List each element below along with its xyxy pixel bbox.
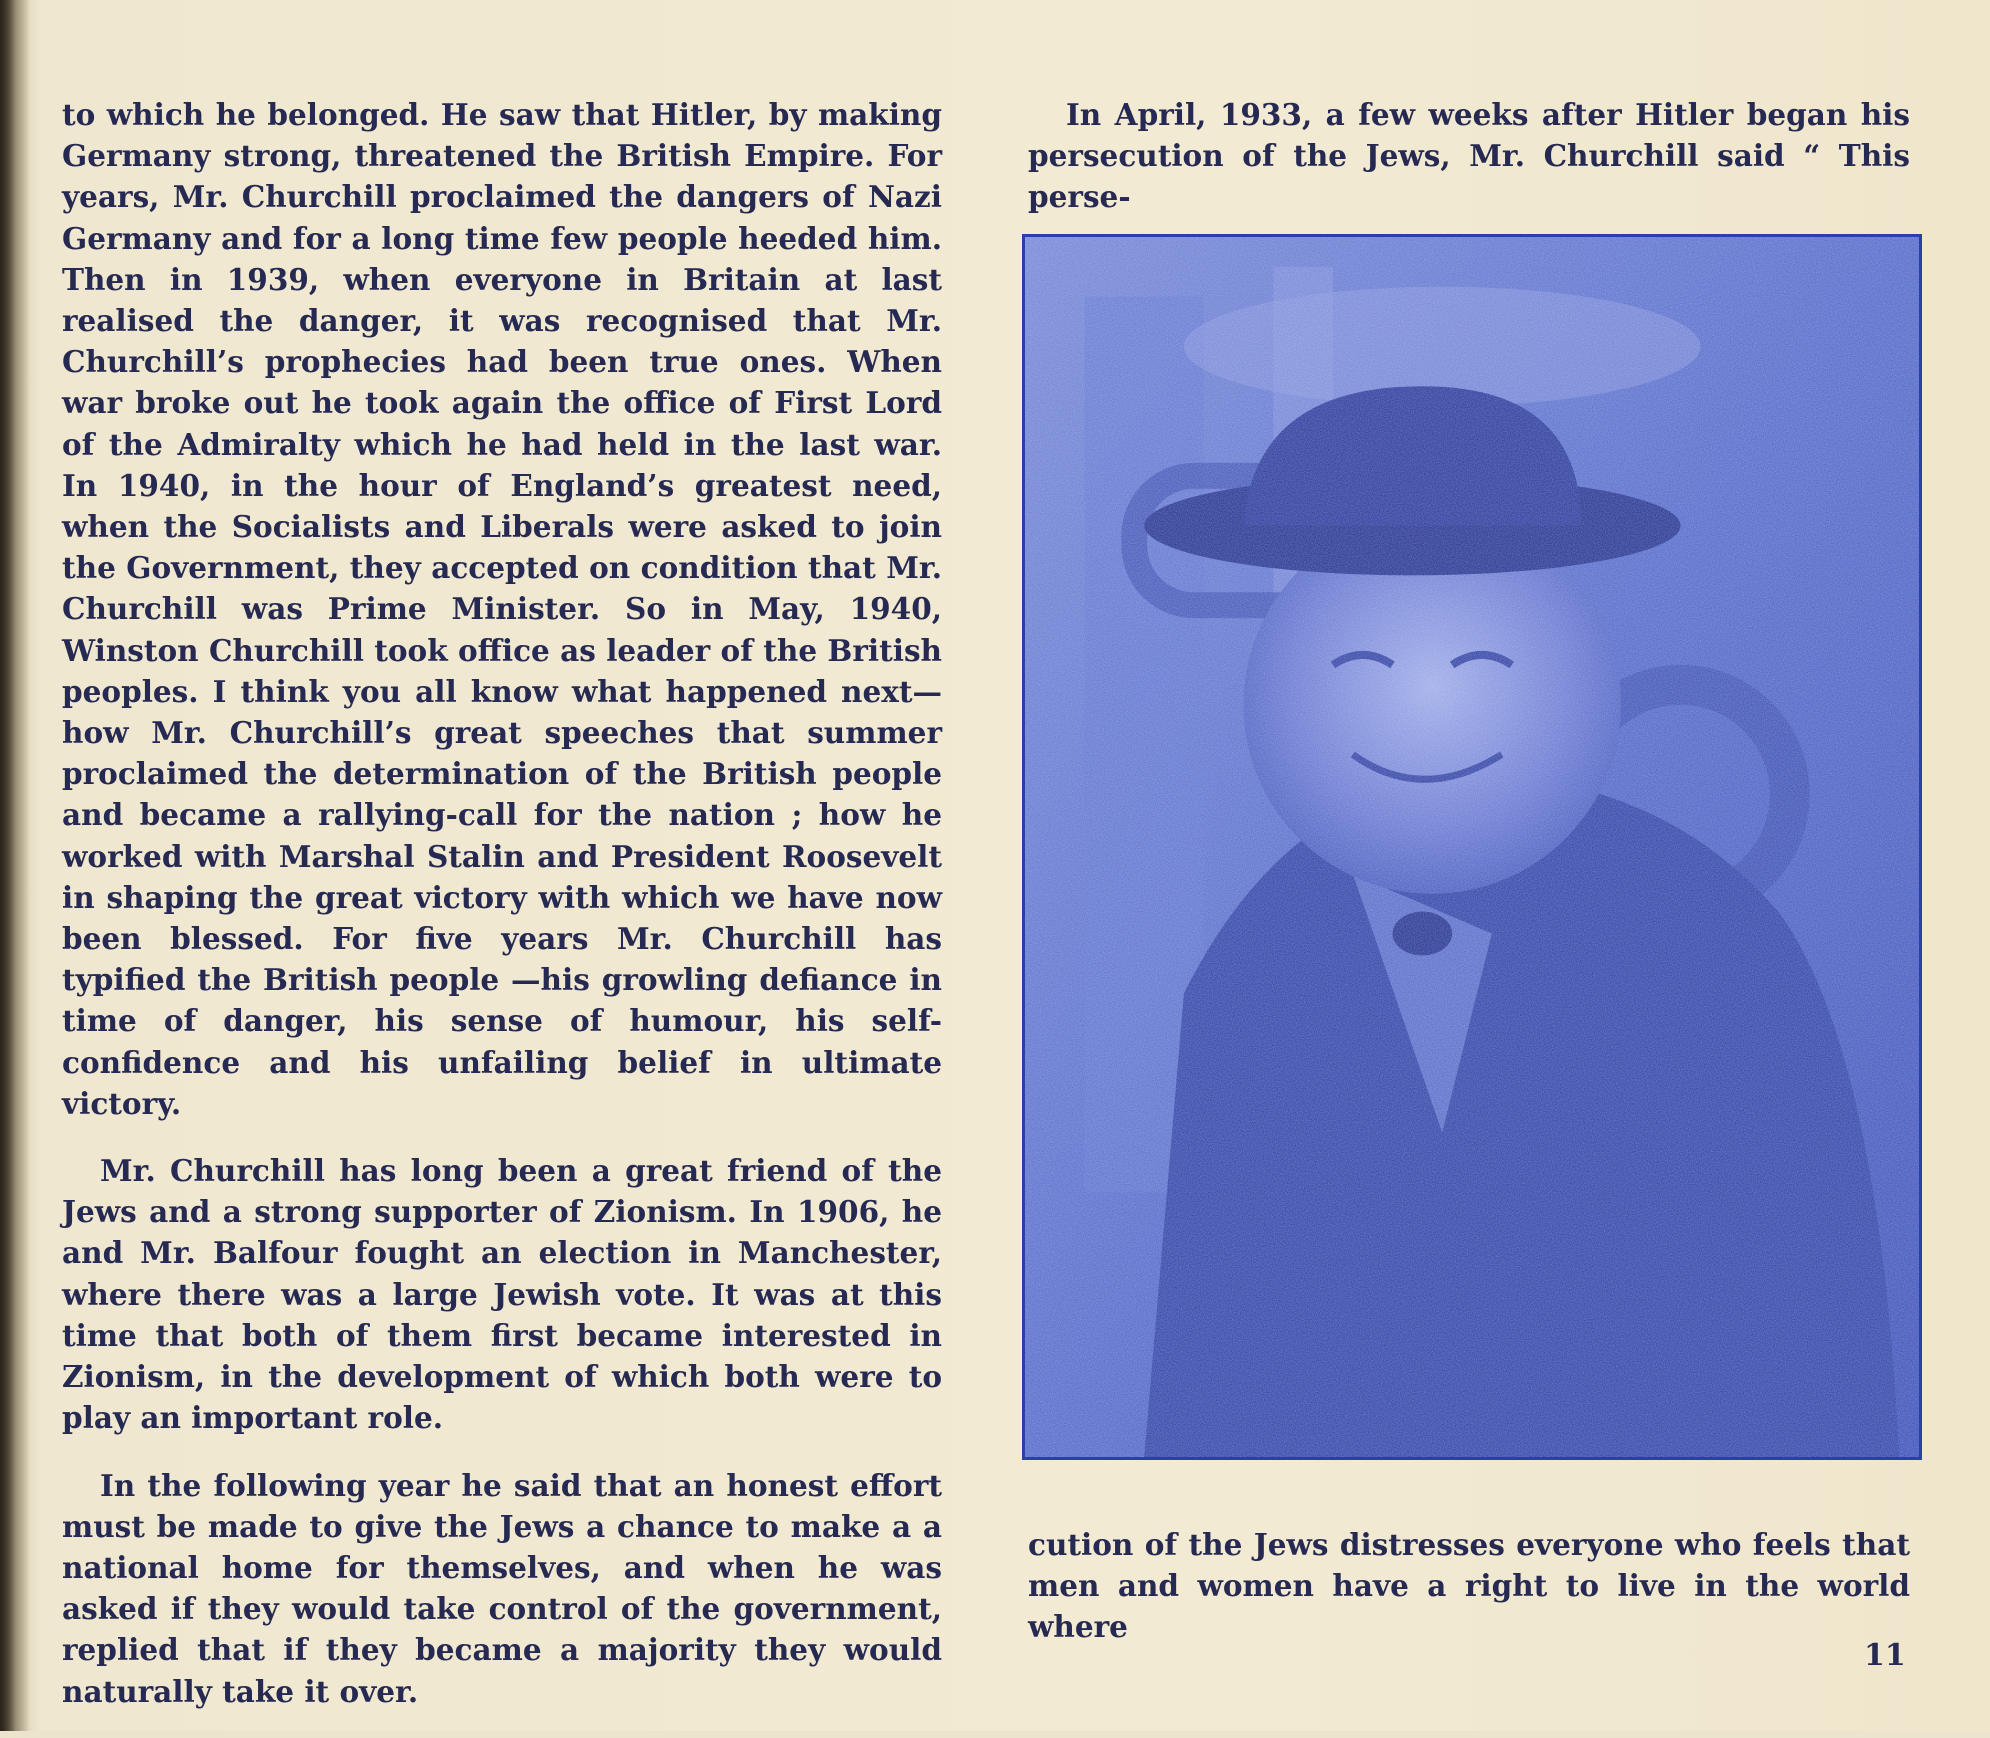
portrait-illustration [1025,237,1919,1457]
churchill-portrait-photo [1022,234,1922,1460]
paragraph-friend-of-jews: Mr. Churchill has long been a great friend of the Jews and a strong supporter of Zionism. In 1906, he and Mr. Balfour fought an election in Manchester, where there was a large Jewish vote. It was at this time that both of them first became interested in Zionism, in the development of which both were to play an important role. [62,1153,942,1436]
paragraph-hitler-germany: to which he belonged. He saw that Hitler, by making Germany strong, threatened the British Empire. For years, Mr. Churchill proclaimed the dangers of Nazi Germany and for a long time few people heeded him. Then in 1939, when everyone in Britain at last realised the danger, it was recognised that Mr. Churchill’s prophecies had been true ones. When war broke out he took again the office of First Lord of the Admiralty which he had held in the last war. In 1940, in the hour of England’s greatest need, when the Socialists and Liberals were asked to join the Government, they accepted on condition that Mr. Churchill was Prime Minister. So in May, 1940, Winston Churchill took office as leader of the British peoples. I think you all know what happened next—how Mr. Churchill’s great speeches that summer proclaimed the determination of the British people and became a rallying-call for the nation ; how he worked with Marshal Stalin and President Roosevelt in shaping the great victory with which we have now been blessed. For five years Mr. Churchill has typified the British people —his growling defiance in time of danger, his sense of humour, his self-confidence and his unfailing belief in ultimate victory. [62,97,942,1121]
right-column-top-text [1028,94,1910,218]
paragraph-national-home: In the following year he said that an honest effort must be made to give the Jews a chance to make a a national home for themselves, and when he was asked if they would take control of the government, replied that if they became a majority they would naturally take it over. [62,1467,942,1709]
paragraph-april-1933: In April, 1933, a few weeks after Hitler began his persecution of the Jews, Mr. Churchill said “ This perse- [1028,97,1910,215]
book-binding-shadow [0,0,30,1731]
right-column-bottom-text [1028,1524,1910,1648]
photo-grain [1025,237,1919,1457]
page-number: 11 [1864,1638,1906,1673]
left-column-text [62,94,942,1738]
paragraph-persecution-continued: cution of the Jews distresses everyone who feels that men and women have a right to live in the world where [1028,1527,1910,1645]
